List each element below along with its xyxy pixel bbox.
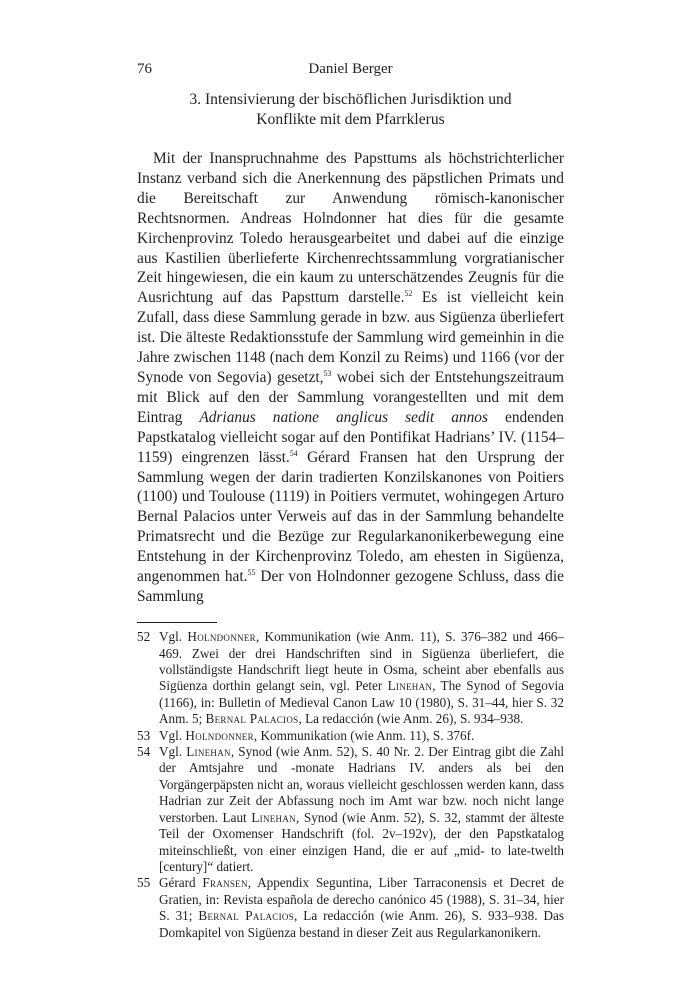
footnote-text: Vgl. Holndonner, Kommunikation (wie Anm. 11), S. 376–382 und 466–469. Zwei der drei Handschriften sind in Sigüenza überliefert, die vollständigste Handschrift liegt heute in Osma, scheint aber ebenfalls aus Sigüenza dorthin gelangt sein, vgl. Peter Linehan, The Synod of Segovia (1166), in: Bulletin of Medieval Canon Law 10 (1980), S. 31–44, hier S. 32 Anm. 5; Bernal Palacios, La redacción (wie Anm. 26), S. 934–938. — [159, 629, 564, 727]
section-heading-line-2: Konflikte mit dem Pfarrklerus — [256, 111, 445, 128]
section-heading — [137, 90, 564, 130]
book-page — [137, 58, 564, 941]
footnote-55 — [137, 875, 564, 941]
footnotes — [137, 629, 564, 941]
footnote-ref-54[interactable]: 54 — [289, 448, 298, 458]
author-name: Bernal Palacios — [198, 908, 294, 924]
footnote-number: 52 — [137, 629, 151, 645]
author-name: Linehan — [186, 744, 231, 760]
page-number: 76 — [137, 61, 152, 77]
footnote-ref-52[interactable]: 52 — [404, 289, 413, 299]
author-name: Holndonner — [187, 629, 256, 645]
running-title-author: Daniel Berger — [308, 61, 393, 77]
section-heading-line-1: 3. Intensivierung der bischöflichen Jurisdiktion und — [189, 91, 512, 108]
author-name: Linehan — [251, 809, 296, 825]
author-name: Fransen — [202, 875, 248, 891]
footnote-number: 55 — [137, 875, 151, 891]
body-text-segment: Es ist vielleicht kein Zufall, dass diese Sammlung gerade in bzw. aus Sigüenza überliefert ist. Die älteste Redaktionsstufe der Sammlung wird gemeinhin in die Jahre zwischen 1148 (nach dem Konzil zu Reims) und 1166 (vor der Synode von Segovia) gesetzt, — [137, 289, 564, 386]
footnote-text: Vgl. Linehan, Synod (wie Anm. 52), S. 40 Nr. 2. Der Eintrag gibt die Zahl der Amtsjahre und -monate Hadrians IV. anders als bei den Vorgängerpäpsten nicht an, woraus vielleicht geschlossen werden kann, dass Hadrian zur Zeit der Abfassung noch im Amt war bzw. noch nicht lange verstorben. Laut Linehan, Synod (wie Anm. 52), S. 32, stammt der älteste Teil der Oxomenser Handschrift (fol. 2v–192v), der den Papstkatalog miteinschließt, von einer einzigen Hand, die er auf „mid- to late-twelth [century]“ datiert. — [159, 744, 565, 874]
latin-quote: Adrianus natione anglicus sedit annos — [199, 408, 488, 426]
author-name: Holndonner — [185, 727, 254, 743]
author-name: Bernal Palacios — [205, 711, 299, 727]
footnote-text: Vgl. Holndonner, Kommunikation (wie Anm. 11), S. 376f. — [159, 727, 475, 743]
footnote-52 — [137, 629, 564, 727]
running-head — [137, 58, 564, 80]
footnote-number: 53 — [137, 727, 151, 743]
body-text-segment: endenden Papstkatalog vielleicht sogar auf den Pontifikat Hadrians’ IV. (1154–1159) eingrenzen lässt. — [137, 408, 564, 466]
body-text-segment: Gérard Fransen hat den Ursprung der Sammlung wegen der darin tradierten Konzilskanones von Poitiers (1100) und Toulouse (1119) in Poitiers vermutet, wohingegen Arturo Bernal Palacios unter Verweis auf das in der Sammlung behandelte Primatsrecht und die Bezüge zur Regularkanonikerbewegung eine Entstehung in der Kirchenprovinz Toledo, am ehesten in Sigüenza, angenommen hat. — [137, 448, 564, 586]
footnote-separator — [137, 622, 217, 623]
footnote-53 — [137, 728, 564, 744]
body-paragraph — [137, 149, 564, 607]
footnote-54 — [137, 744, 564, 875]
author-name: Linehan — [387, 678, 433, 694]
body-text-segment: Der von Holndonner gezogene Schluss, dass die Sammlung — [137, 568, 564, 605]
footnote-text: Gérard Fransen, Appendix Seguntina, Liber Tarraconensis et Decret de Gratien, in: Revista española de derecho canónico 45 (1988), S. 31–34, hier S. 31; Bernal Palacios, La redacción (wie Anm. 26), S. 933–938. Das Domkapitel von Sigüenza bestand in dieser Zeit aus Regularkanonikern. — [159, 875, 564, 940]
footnote-ref-55[interactable]: 55 — [247, 568, 256, 578]
body-text-segment: wobei sich der Entstehungszeitraum mit Blick auf den der Sammlung vorangestellten und mit dem Eintrag — [137, 368, 564, 426]
body-text-segment: Mit der Inanspruchnahme des Papsttums als höchstrichterlicher Instanz verband sich die Anerkennung des päpstlichen Primats und die Bereitschaft zur Anwendung römisch-kanonischer Rechtsnormen. Andreas Holndonner hat dies für die gesamte Kirchenprovinz Toledo herausgearbeitet und dabei auf die einzige aus Kastilien überlieferte Kirchenrechtssammlung vorgratianischer Zeit hingewiesen, die ein kaum zu unterschätzendes Zeugnis für die Ausrichtung auf das Papsttum darstelle. — [137, 150, 564, 307]
footnote-ref-53[interactable]: 53 — [323, 368, 332, 378]
footnote-number: 54 — [137, 744, 151, 760]
